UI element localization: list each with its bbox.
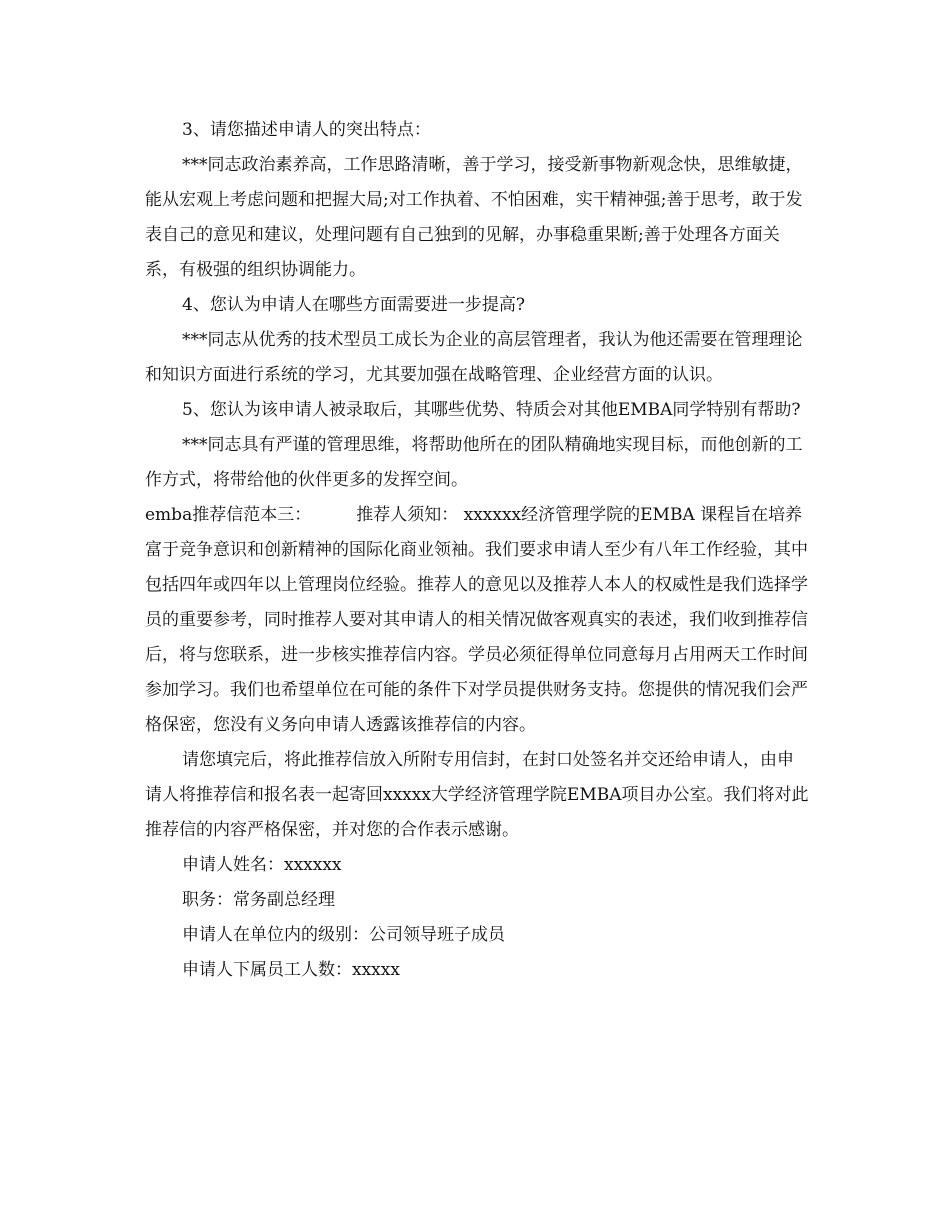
question-4: 4、您认为申请人在哪些方面需要进一步提高? <box>182 295 525 315</box>
level-field: 申请人在单位内的级别：公司领导班子成员 <box>182 925 505 945</box>
sample-three-title: emba推荐信范本三： <box>145 505 312 525</box>
applicant-name-field: 申请人姓名：xxxxxx <box>182 855 342 875</box>
staff-count-field: 申请人下属员工人数：xxxxx <box>182 960 400 980</box>
answer-4: ***同志从优秀的技术型员工成长为企业的高层管理者，我认为他还需要在管理理论和知识方面进行系统的学习，尤其要加强在战略管理、企业经营方面的认识。 <box>145 330 803 385</box>
answer-3: ***同志政治素养高，工作思路清晰，善于学习，接受新事物新观念快，思维敏捷，能从宏观上考虑问题和把握大局;对工作执着、不怕困难，实干精神强;善于思考，敢于发表自己的意见和建议，处理问题有自己独到的见解，办事稳重果断;善于处理各方面关系，有极强的组织协调能力。 <box>145 155 803 280</box>
question-5: 5、您认为该申请人被录取后，其哪些优势、特质会对其他EMBA同学特别有帮助? <box>182 400 801 420</box>
sample-three-paragraph <box>145 498 810 743</box>
document-content <box>145 113 810 988</box>
answer-5: ***同志具有严谨的管理思维，将帮助他所在的团队精确地实现目标，而他创新的工作方式，将带给他的伙伴更多的发挥空间。 <box>145 435 803 490</box>
recommender-notice: 推荐人须知： xxxxxx经济管理学院的EMBA 课程旨在培养富于竞争意识和创新精神的国际化商业领袖。我们要求申请人至少有八年工作经验，其中包括四年或四年以上管理岗位经验。推荐人的意见以及推荐人本人的权威性是我们选择学员的重要参考，同时推荐人要对其申请人的相关情况做客观真实的表述，我们收到推荐信后，将与您联系，进一步核实推荐信内容。学员必须征得单位同意每月占用两天工作时间参加学习。我们也希望单位在可能的条件下对学员提供财务支持。您提供的情况我们会严格保密，您没有义务向申请人透露该推荐信的内容。 <box>145 505 808 735</box>
position-field: 职务：常务副总经理 <box>182 890 335 910</box>
instruction-paragraph: 请您填完后，将此推荐信放入所附专用信封，在封口处签名并交还给申请人，由申请人将推荐信和报名表一起寄回xxxxx大学经济管理学院EMBA项目办公室。我们将对此推荐信的内容严格保密，并对您的合作表示感谢。 <box>145 750 809 840</box>
question-3: 3、请您描述申请人的突出特点： <box>182 120 431 140</box>
